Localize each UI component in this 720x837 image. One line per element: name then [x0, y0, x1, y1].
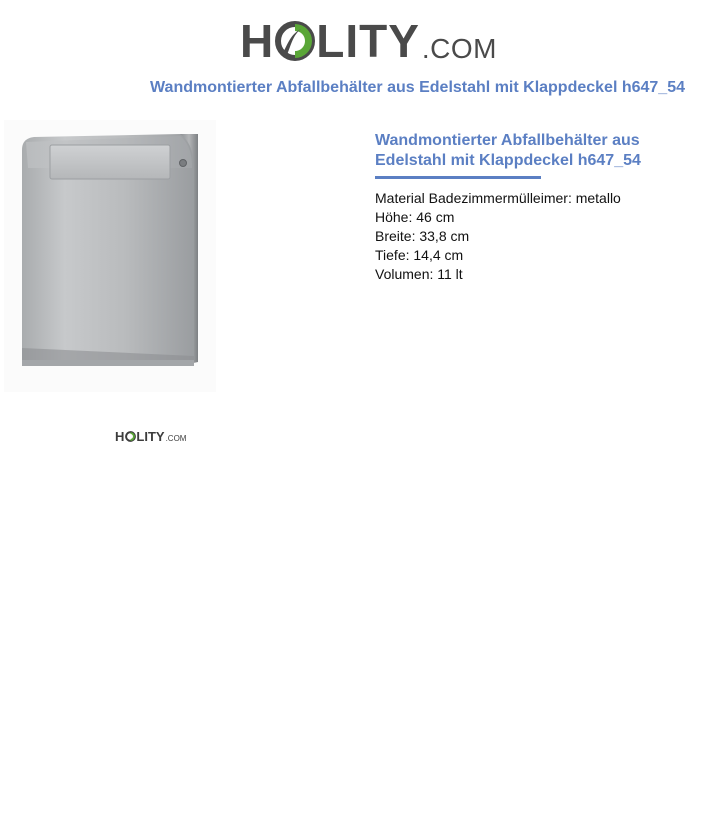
logo-prefix: H: [240, 15, 275, 67]
spec-height: Höhe: 46 cm: [375, 209, 455, 225]
holity-o-leaf-small-icon: [125, 431, 136, 442]
title-divider: [375, 176, 541, 179]
holity-o-leaf-icon: [275, 21, 315, 61]
logo-suffix: LITY: [316, 15, 420, 67]
spec-material: Material Badezimmermülleimer: metallo: [375, 190, 621, 206]
holity-logo: [240, 12, 498, 67]
holity-small-logo: [115, 429, 186, 444]
spec-depth: Tiefe: 14,4 cm: [375, 247, 464, 263]
page-title: Wandmontierter Abfallbehälter aus Edelstahl mit Klappdeckel h647_54: [150, 79, 685, 96]
spec-volume: Volumen: 11 lt: [375, 266, 463, 282]
stainless-steel-wall-bin-image: [4, 120, 216, 392]
small-logo-domain: .COM: [165, 434, 187, 443]
small-logo-suffix: LITY: [136, 429, 165, 444]
spec-width: Breite: 33,8 cm: [375, 228, 470, 244]
small-logo-prefix: H: [115, 429, 125, 444]
logo-domain: .COM: [421, 33, 498, 64]
product-details: [375, 131, 675, 284]
product-title: Wandmontierter Abfallbehälter aus Edelstahl mit Klappdeckel h647_54: [375, 132, 641, 169]
